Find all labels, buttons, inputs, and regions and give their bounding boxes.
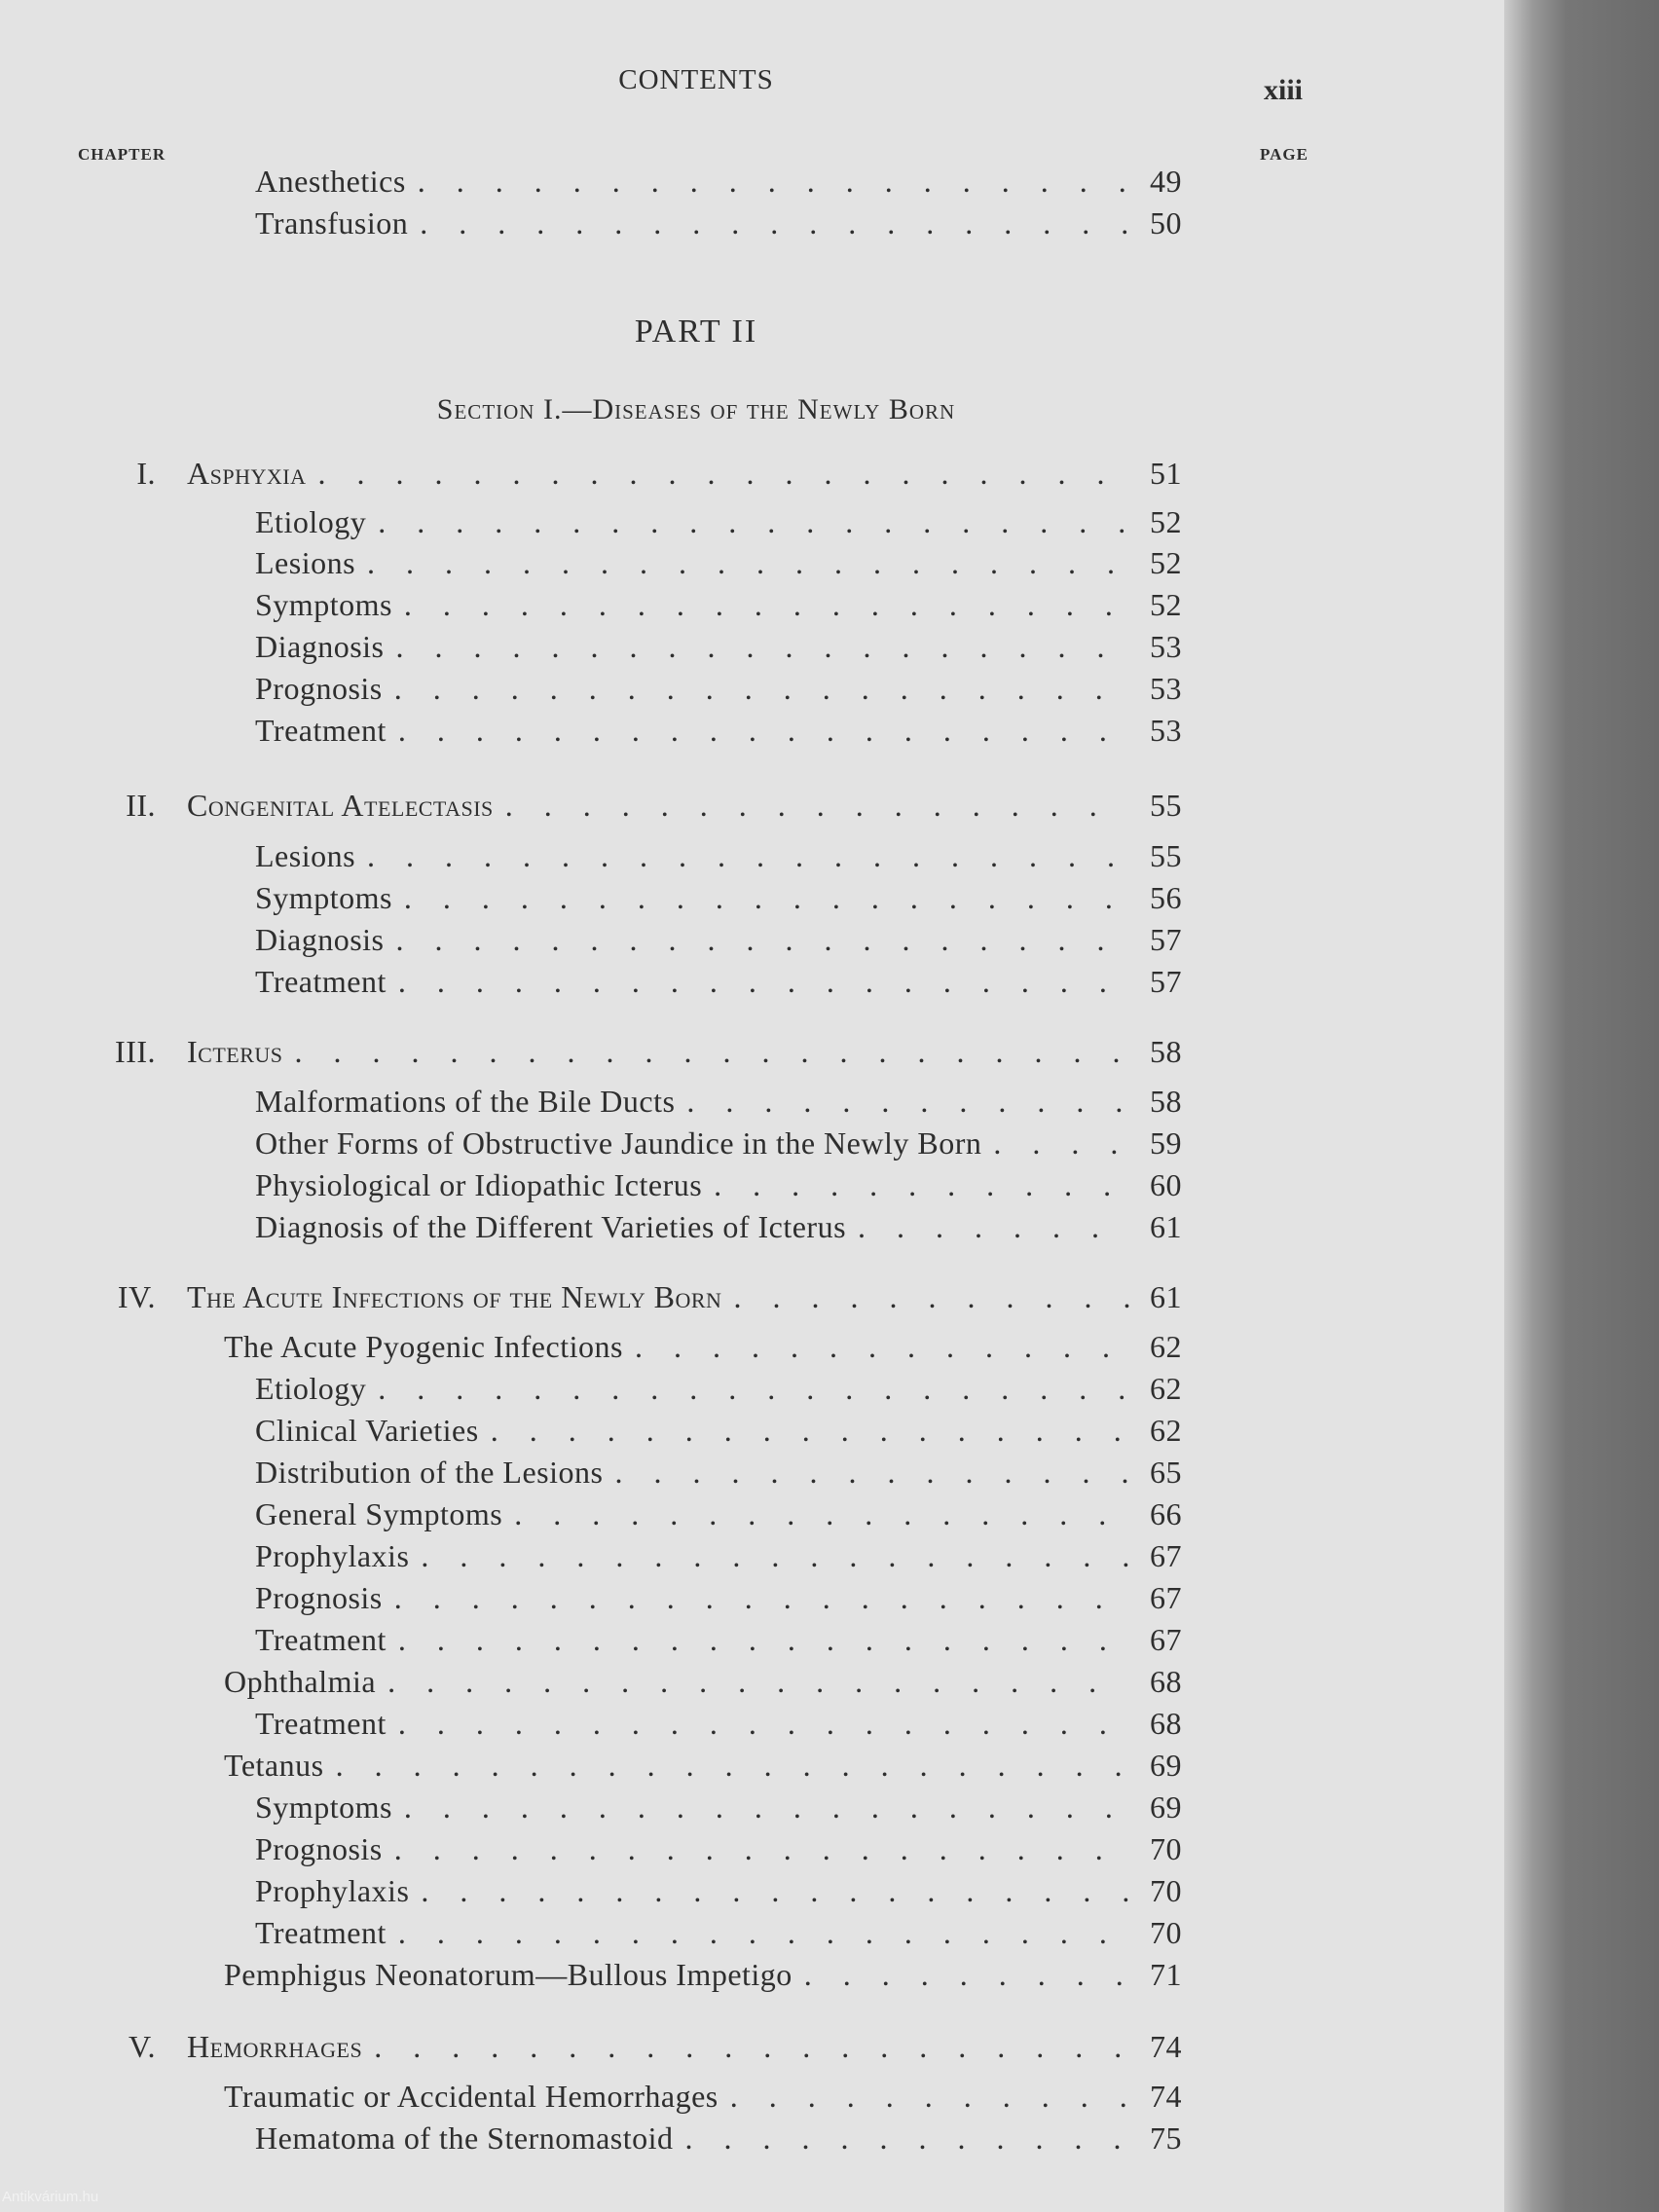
toc-chapter-row xyxy=(129,2029,1182,2068)
dot-leader xyxy=(635,1329,1129,1365)
entry-title: Prognosis xyxy=(255,671,383,706)
toc-entry-row xyxy=(255,2120,1182,2159)
entry-title: Treatment xyxy=(255,1706,387,1741)
entry-title: Icterus xyxy=(187,1034,283,1069)
toc-chapter-row xyxy=(126,788,1182,827)
chapter-number: IV. xyxy=(117,1279,156,1314)
toc-entry-row xyxy=(255,922,1182,961)
entry-page-number: 52 xyxy=(1150,587,1182,622)
entry-page-number: 52 xyxy=(1150,545,1182,580)
dot-leader xyxy=(420,205,1129,241)
entry-title: Etiology xyxy=(255,1371,367,1406)
dot-leader xyxy=(396,629,1130,665)
toc-entry-row xyxy=(255,1831,1182,1870)
entry-page-number: 62 xyxy=(1150,1371,1182,1406)
dot-leader xyxy=(378,504,1129,540)
dot-leader xyxy=(421,1538,1129,1574)
entry-page-number: 70 xyxy=(1150,1831,1182,1866)
dot-leader xyxy=(317,456,1129,492)
part-heading: PART II xyxy=(634,313,758,350)
toc-entry-row xyxy=(255,1496,1182,1535)
toc-entry-row xyxy=(224,1748,1182,1787)
page-column-label: PAGE xyxy=(1260,145,1309,164)
dot-leader xyxy=(404,587,1129,623)
entry-page-number: 57 xyxy=(1150,964,1182,999)
toc-entry-row xyxy=(255,1371,1182,1410)
entry-page-number: 53 xyxy=(1150,671,1182,706)
dot-leader xyxy=(404,880,1129,916)
dot-leader xyxy=(374,2029,1129,2065)
entry-page-number: 70 xyxy=(1150,1915,1182,1950)
dot-leader xyxy=(614,1455,1129,1491)
toc-entry-row xyxy=(255,671,1182,710)
dot-leader xyxy=(367,838,1129,874)
dot-leader xyxy=(398,1622,1129,1658)
dot-leader xyxy=(398,1706,1129,1742)
entry-title: Physiological or Idiopathic Icterus xyxy=(255,1167,703,1202)
dot-leader xyxy=(378,1371,1129,1407)
entry-title: Asphyxia xyxy=(187,456,307,491)
dot-leader xyxy=(505,788,1129,824)
dot-leader xyxy=(396,922,1130,958)
dot-leader xyxy=(491,1413,1129,1449)
toc-entry-row xyxy=(255,1706,1182,1745)
dot-leader xyxy=(514,1496,1129,1532)
dot-leader xyxy=(367,545,1129,581)
entry-title: Prophylaxis xyxy=(255,1873,410,1908)
toc-entry-row xyxy=(255,1167,1182,1206)
entry-page-number: 53 xyxy=(1150,629,1182,664)
dot-leader xyxy=(387,1664,1129,1700)
entry-title: Diagnosis of the Different Varieties of Icterus xyxy=(255,1209,847,1244)
entry-title: Hemorrhages xyxy=(187,2029,363,2064)
toc-entry-row xyxy=(255,1209,1182,1248)
toc-entry-row xyxy=(255,1455,1182,1493)
toc-entry-row xyxy=(255,587,1182,626)
dot-leader xyxy=(733,1279,1129,1315)
toc-entry-row xyxy=(255,1915,1182,1954)
entry-title: Prognosis xyxy=(255,1580,383,1615)
toc-entry-row xyxy=(255,1538,1182,1577)
entry-title: Other Forms of Obstructive Jaundice in the Newly Born xyxy=(255,1125,982,1161)
toc-entry-row xyxy=(224,2079,1182,2118)
entry-page-number: 59 xyxy=(1150,1125,1182,1161)
toc-entry-row xyxy=(255,964,1182,1003)
entry-title: Treatment xyxy=(255,1915,387,1950)
toc-entry-row xyxy=(255,1125,1182,1164)
entry-page-number: 58 xyxy=(1150,1034,1182,1069)
watermark: Antikvárium.hu xyxy=(2,2189,99,2205)
dot-leader xyxy=(421,1873,1129,1909)
entry-page-number: 67 xyxy=(1150,1622,1182,1657)
entry-title: Congenital Atelectasis xyxy=(187,788,494,823)
dot-leader xyxy=(398,964,1129,1000)
entry-page-number: 66 xyxy=(1150,1496,1182,1531)
entry-title: Lesions xyxy=(255,545,356,580)
dot-leader xyxy=(993,1125,1129,1161)
entry-page-number: 62 xyxy=(1150,1413,1182,1448)
toc-entry-row xyxy=(255,1789,1182,1828)
entry-page-number: 61 xyxy=(1150,1279,1182,1314)
toc-entry-row xyxy=(255,1580,1182,1619)
dot-leader xyxy=(398,1915,1129,1951)
toc-entry-row xyxy=(255,880,1182,919)
entry-page-number: 52 xyxy=(1150,504,1182,539)
page-number: xiii xyxy=(1264,74,1304,106)
entry-title: Diagnosis xyxy=(255,922,385,957)
entry-page-number: 55 xyxy=(1150,838,1182,873)
entry-page-number: 68 xyxy=(1150,1706,1182,1741)
toc-chapter-row xyxy=(117,1279,1182,1318)
toc-entry-row xyxy=(255,205,1182,244)
entry-page-number: 74 xyxy=(1150,2029,1182,2064)
entry-title: Malformations of the Bile Ducts xyxy=(255,1084,676,1119)
toc-entry-row xyxy=(224,1664,1182,1703)
toc-chapter-row xyxy=(115,1034,1182,1073)
running-head: CONTENTS xyxy=(618,64,774,95)
chapter-number: V. xyxy=(129,2029,156,2064)
entry-page-number: 70 xyxy=(1150,1873,1182,1908)
entry-title: Tetanus xyxy=(224,1748,324,1783)
toc-entry-row xyxy=(255,504,1182,543)
toc-entry-row xyxy=(255,1622,1182,1661)
toc-entry-row xyxy=(255,629,1182,668)
entry-title: Ophthalmia xyxy=(224,1664,377,1699)
entry-title: Treatment xyxy=(255,1622,387,1657)
entry-title: The Acute Pyogenic Infections xyxy=(224,1329,623,1364)
chapter-number: II. xyxy=(126,788,156,823)
entry-title: Hematoma of the Sternomastoid xyxy=(255,2120,674,2156)
entry-page-number: 71 xyxy=(1150,1957,1182,1992)
entry-title: Transfusion xyxy=(255,205,409,240)
entry-page-number: 51 xyxy=(1150,456,1182,491)
entry-page-number: 69 xyxy=(1150,1789,1182,1825)
entry-title: Treatment xyxy=(255,713,387,748)
toc-entry-row xyxy=(255,164,1182,203)
entry-page-number: 67 xyxy=(1150,1580,1182,1615)
entry-page-number: 69 xyxy=(1150,1748,1182,1783)
page-edge xyxy=(1504,0,1659,2212)
entry-page-number: 75 xyxy=(1150,2120,1182,2156)
entry-page-number: 58 xyxy=(1150,1084,1182,1119)
toc-entry-row xyxy=(255,1413,1182,1452)
entry-page-number: 50 xyxy=(1150,205,1182,240)
entry-page-number: 62 xyxy=(1150,1329,1182,1364)
section-heading: Section I.—Diseases of the Newly Born xyxy=(436,393,956,425)
dot-leader xyxy=(404,1789,1129,1825)
dot-leader xyxy=(714,1167,1129,1203)
entry-title: The Acute Infections of the Newly Born xyxy=(187,1279,722,1314)
entry-page-number: 49 xyxy=(1150,164,1182,199)
entry-title: Symptoms xyxy=(255,587,392,622)
entry-title: Treatment xyxy=(255,964,387,999)
toc-entry-row xyxy=(255,713,1182,752)
entry-page-number: 56 xyxy=(1150,880,1182,915)
dot-leader xyxy=(336,1748,1129,1784)
entry-page-number: 61 xyxy=(1150,1209,1182,1244)
entry-page-number: 55 xyxy=(1150,788,1182,823)
chapter-column-label: CHAPTER xyxy=(78,145,166,164)
dot-leader xyxy=(295,1034,1129,1070)
entry-page-number: 68 xyxy=(1150,1664,1182,1699)
entry-title: Prophylaxis xyxy=(255,1538,410,1573)
entry-title: General Symptoms xyxy=(255,1496,503,1531)
toc-entry-row xyxy=(255,1084,1182,1123)
dot-leader xyxy=(685,2120,1129,2157)
entry-page-number: 57 xyxy=(1150,922,1182,957)
dot-leader xyxy=(858,1209,1129,1245)
entry-title: Clinical Varieties xyxy=(255,1413,479,1448)
entry-page-number: 53 xyxy=(1150,713,1182,748)
entry-title: Symptoms xyxy=(255,1789,392,1825)
entry-title: Symptoms xyxy=(255,880,392,915)
toc-entry-row xyxy=(255,1873,1182,1912)
entry-title: Pemphigus Neonatorum—Bullous Impetigo xyxy=(224,1957,793,1992)
entry-title: Anesthetics xyxy=(255,164,406,199)
entry-title: Diagnosis xyxy=(255,629,385,664)
toc-entry-row xyxy=(255,838,1182,877)
dot-leader xyxy=(394,1831,1129,1867)
entry-title: Lesions xyxy=(255,838,356,873)
entry-page-number: 67 xyxy=(1150,1538,1182,1573)
toc-entry-row xyxy=(224,1329,1182,1368)
entry-title: Traumatic or Accidental Hemorrhages xyxy=(224,2079,719,2114)
dot-leader xyxy=(394,671,1129,707)
chapter-number: I. xyxy=(136,456,156,491)
toc-entry-row xyxy=(224,1957,1182,1996)
toc-chapter-row xyxy=(136,456,1182,495)
dot-leader xyxy=(418,164,1129,200)
dot-leader xyxy=(686,1084,1129,1120)
chapter-number: III. xyxy=(115,1034,156,1069)
toc-entry-row xyxy=(255,545,1182,584)
entry-title: Etiology xyxy=(255,504,367,539)
entry-page-number: 60 xyxy=(1150,1167,1182,1202)
dot-leader xyxy=(394,1580,1129,1616)
entry-title: Prognosis xyxy=(255,1831,383,1866)
entry-page-number: 74 xyxy=(1150,2079,1182,2114)
dot-leader xyxy=(398,713,1129,749)
entry-title: Distribution of the Lesions xyxy=(255,1455,604,1490)
entry-page-number: 65 xyxy=(1150,1455,1182,1490)
dot-leader xyxy=(730,2079,1129,2115)
dot-leader xyxy=(804,1957,1129,1993)
